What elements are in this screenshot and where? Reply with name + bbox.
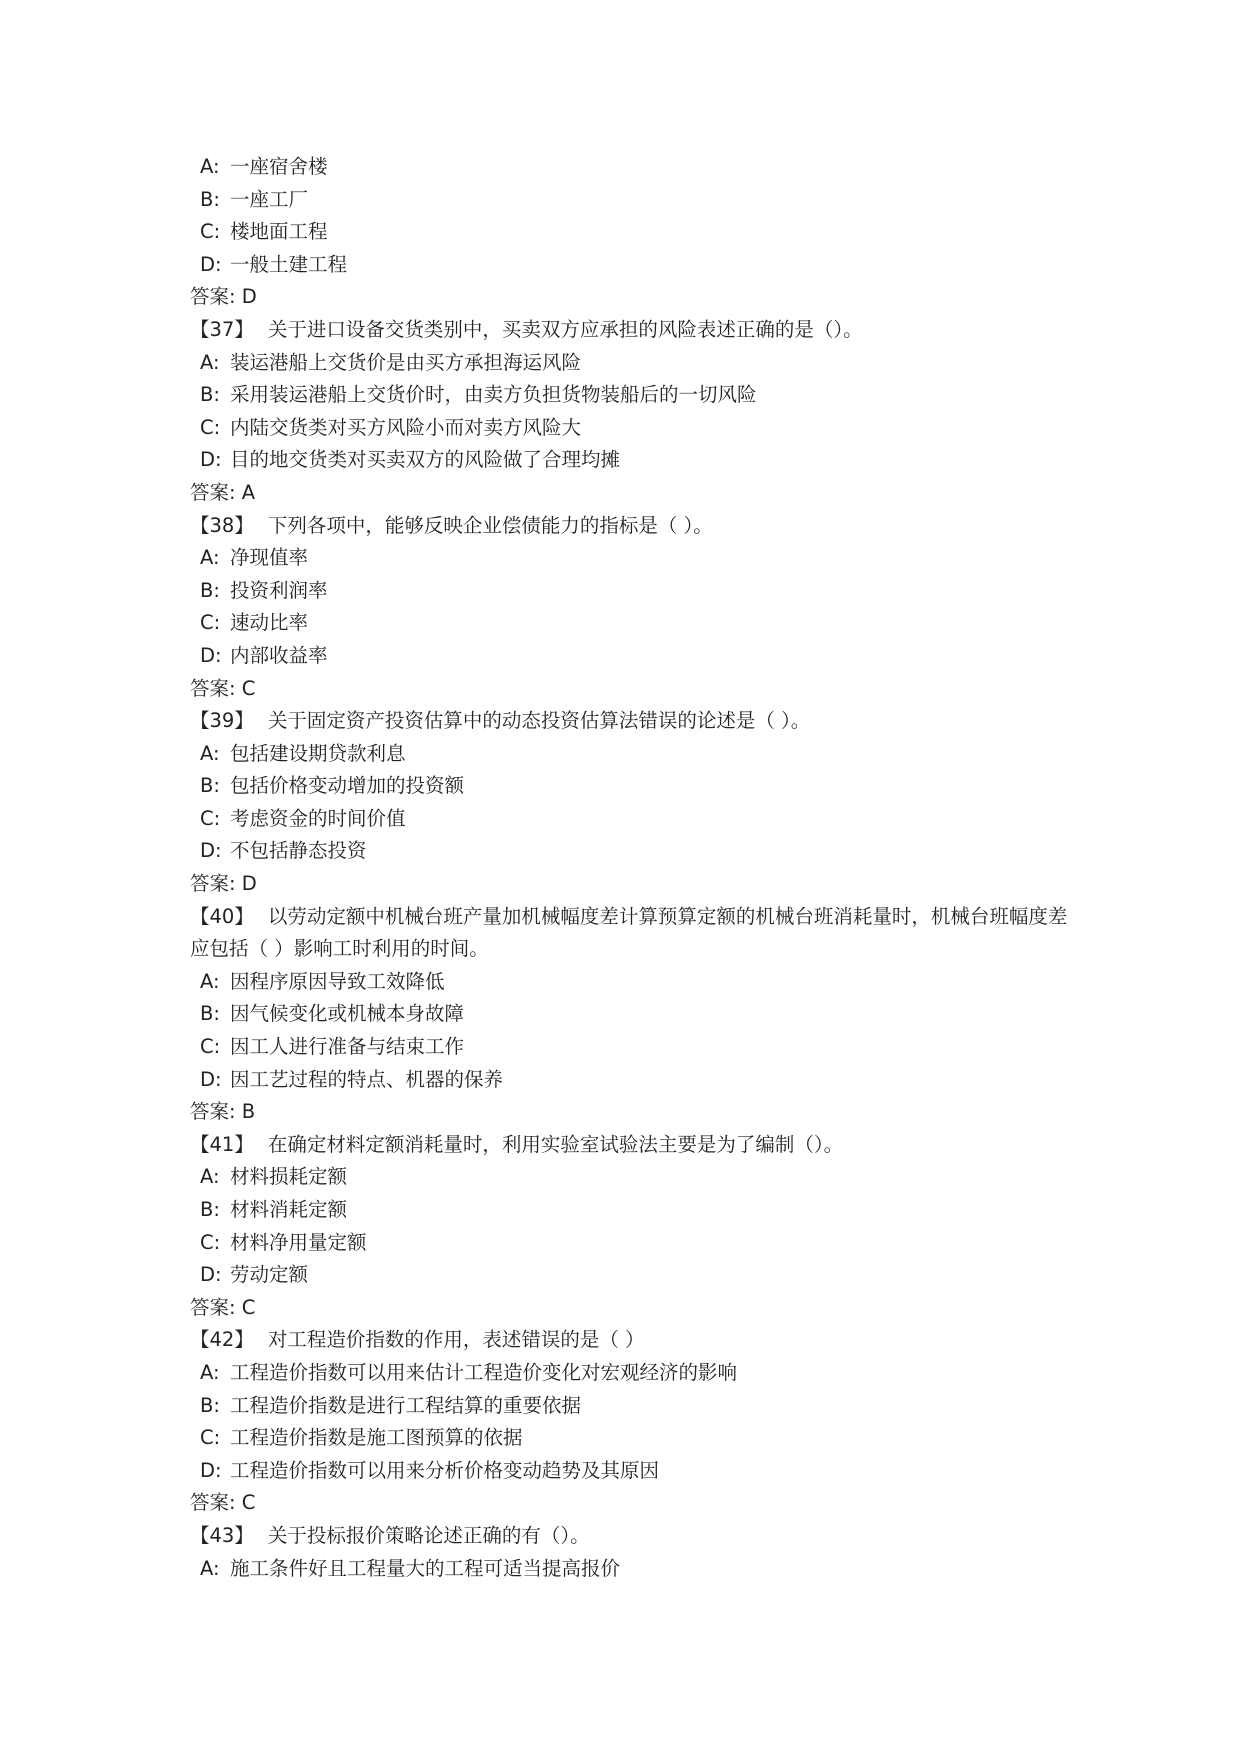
option-text: 净现值率 xyxy=(230,546,309,570)
answer-option xyxy=(190,379,1070,412)
question-stem xyxy=(190,510,1070,543)
option-text: 投资利润率 xyxy=(230,578,328,602)
option-text: 工程造价指数可以用来估计工程造价变化对宏观经济的影响 xyxy=(230,1360,738,1384)
option-text: 速动比率 xyxy=(230,611,309,635)
option-letter: C: xyxy=(200,1426,221,1450)
option-text: 工程造价指数可以用来分析价格变动趋势及其原因 xyxy=(230,1458,660,1482)
option-letter: D: xyxy=(200,252,222,276)
answer-option xyxy=(190,1390,1070,1423)
answer-option xyxy=(190,1064,1070,1097)
option-text: 考虑资金的时间价值 xyxy=(230,806,406,830)
option-letter: D: xyxy=(200,643,222,667)
option-text: 因气候变化或机械本身故障 xyxy=(230,1002,465,1026)
option-text: 施工条件好且工程量大的工程可适当提高报价 xyxy=(230,1556,621,1580)
option-text: 材料损耗定额 xyxy=(230,1165,348,1189)
answer-option xyxy=(190,835,1070,868)
answer-key: 答案: A xyxy=(190,480,256,504)
option-text: 内部收益率 xyxy=(230,643,328,667)
option-text: 包括价格变动增加的投资额 xyxy=(230,774,465,798)
answer-option xyxy=(190,607,1070,640)
option-text: 不包括静态投资 xyxy=(230,839,367,863)
answer-option xyxy=(190,803,1070,836)
question-number: 【41】 xyxy=(190,1132,254,1156)
answer-key: 答案: D xyxy=(190,285,257,309)
answer-option xyxy=(190,184,1070,217)
option-letter: A: xyxy=(200,1360,220,1384)
option-text: 劳动定额 xyxy=(230,1263,309,1287)
option-text: 工程造价指数是进行工程结算的重要依据 xyxy=(230,1393,582,1417)
option-text: 采用装运港船上交货价时，由卖方负担货物装船后的一切风险 xyxy=(230,383,757,407)
option-text: 一般土建工程 xyxy=(230,252,348,276)
option-letter: A: xyxy=(200,350,220,374)
option-text: 装运港船上交货价是由买方承担海运风险 xyxy=(230,350,582,374)
option-letter: B: xyxy=(200,1198,220,1221)
option-text: 因工人进行准备与结束工作 xyxy=(230,1035,465,1059)
option-text: 目的地交货类对买卖双方的风险做了合理均摊 xyxy=(230,448,621,472)
option-letter: A: xyxy=(200,969,220,993)
question-list xyxy=(190,151,1070,1585)
option-text: 因工艺过程的特点、机器的保养 xyxy=(230,1067,504,1091)
question-stem xyxy=(190,314,1070,347)
question-text: 以劳动定额中机械台班产量加机械幅度差计算预算定额的机械台班消耗量时，机械台班幅度差应包括（ ）影响工时利用的时间。 xyxy=(190,904,1068,961)
answer-option xyxy=(190,1194,1070,1227)
answer-option xyxy=(190,575,1070,608)
answer-option xyxy=(190,542,1070,575)
option-text: 工程造价指数是施工图预算的依据 xyxy=(230,1426,523,1450)
question-text: 关于投标报价策略论述正确的有（）。 xyxy=(267,1523,590,1547)
question-number: 【43】 xyxy=(190,1523,254,1547)
question-number: 【42】 xyxy=(190,1328,254,1352)
option-letter: C: xyxy=(200,806,221,830)
question-number: 【37】 xyxy=(190,317,254,341)
option-text: 一座工厂 xyxy=(230,187,309,211)
question-text: 下列各项中，能够反映企业偿债能力的指标是（ ）。 xyxy=(267,513,713,537)
answer-key: 答案: C xyxy=(190,676,256,700)
answer-key: 答案: C xyxy=(190,1295,256,1319)
answer-option xyxy=(190,347,1070,380)
option-text: 楼地面工程 xyxy=(230,220,328,244)
answer-option xyxy=(190,1357,1070,1390)
answer-option xyxy=(190,249,1070,282)
option-text: 因程序原因导致工效降低 xyxy=(230,969,445,993)
question-text: 关于固定资产投资估算中的动态投资估算法错误的论述是（ ）。 xyxy=(267,709,811,733)
answer-option xyxy=(190,1161,1070,1194)
answer-key: 答案: B xyxy=(190,1100,256,1124)
answer-option xyxy=(190,412,1070,445)
answer-option xyxy=(190,1227,1070,1260)
question-stem xyxy=(190,1129,1070,1162)
option-letter: A: xyxy=(200,1165,220,1189)
answer-key: 答案: D xyxy=(190,872,257,896)
option-letter: B: xyxy=(200,187,220,211)
answer-option xyxy=(190,1031,1070,1064)
option-letter: A: xyxy=(200,1556,220,1580)
option-letter: B: xyxy=(200,383,220,407)
answer-option xyxy=(190,1259,1070,1292)
question-text: 对工程造价指数的作用，表述错误的是（ ） xyxy=(267,1328,645,1352)
option-letter: C: xyxy=(200,1230,221,1254)
answer-option xyxy=(190,444,1070,477)
answer-key: 答案: C xyxy=(190,1491,256,1515)
answer-option xyxy=(190,1455,1070,1488)
answer-option xyxy=(190,1422,1070,1455)
option-letter: D: xyxy=(200,1458,222,1482)
option-letter: A: xyxy=(200,546,220,570)
answer-option xyxy=(190,216,1070,249)
option-text: 内陆交货类对买方风险小而对卖方风险大 xyxy=(230,415,582,439)
option-letter: B: xyxy=(200,578,220,602)
answer-option xyxy=(190,640,1070,673)
question-number: 【39】 xyxy=(190,709,254,733)
question-text: 关于进口设备交货类别中，买卖双方应承担的风险表述正确的是（）。 xyxy=(267,317,863,341)
option-text: 材料消耗定额 xyxy=(230,1198,348,1221)
option-text: 材料净用量定额 xyxy=(230,1230,367,1254)
option-letter: C: xyxy=(200,1035,221,1059)
option-text: 包括建设期贷款利息 xyxy=(230,741,406,765)
answer-option xyxy=(190,738,1070,771)
option-letter: D: xyxy=(200,1067,222,1091)
question-stem xyxy=(190,705,1070,738)
question-stem xyxy=(190,1324,1070,1357)
question-number: 【40】 xyxy=(190,904,254,928)
option-letter: C: xyxy=(200,415,221,439)
option-letter: D: xyxy=(200,1263,222,1287)
answer-option xyxy=(190,998,1070,1031)
option-letter: B: xyxy=(200,774,220,798)
option-text: 一座宿舍楼 xyxy=(230,155,328,178)
option-letter: B: xyxy=(200,1002,220,1026)
question-stem xyxy=(190,1520,1070,1553)
question-stem xyxy=(190,901,1070,966)
option-letter: C: xyxy=(200,220,221,244)
question-text: 在确定材料定额消耗量时，利用实验室试验法主要是为了编制（）。 xyxy=(267,1132,844,1156)
option-letter: C: xyxy=(200,611,221,635)
option-letter: A: xyxy=(200,155,220,178)
option-letter: B: xyxy=(200,1393,220,1417)
answer-option xyxy=(190,151,1070,184)
answer-option xyxy=(190,966,1070,999)
option-letter: D: xyxy=(200,448,222,472)
option-letter: D: xyxy=(200,839,222,863)
option-letter: A: xyxy=(200,741,220,765)
answer-option xyxy=(190,770,1070,803)
answer-option xyxy=(190,1553,1070,1586)
question-number: 【38】 xyxy=(190,513,254,537)
